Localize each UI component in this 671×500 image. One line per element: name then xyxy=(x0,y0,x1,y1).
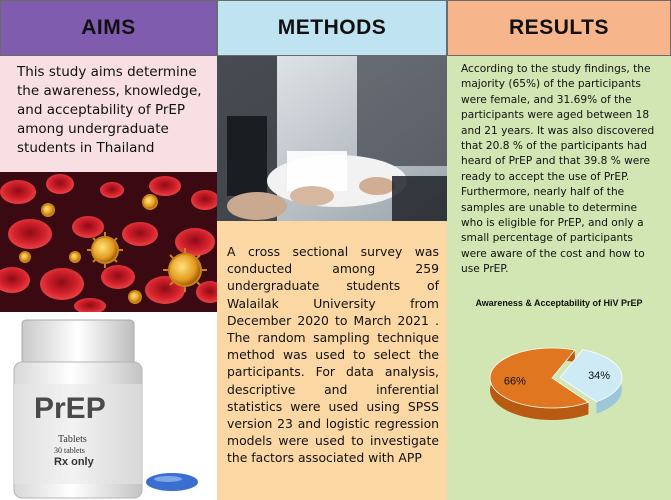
prep-pill-bottle-image xyxy=(0,312,217,500)
pie-slice-label: 34% xyxy=(588,370,611,383)
virus-blood-cells-image xyxy=(0,172,217,312)
methods-heading: METHODS xyxy=(217,0,447,56)
pill-bottle-line2: 30 tablets xyxy=(54,446,85,455)
results-text: According to the study findings, the majority (65%) of the participants were female, and 31.69% of the participants were aged between 18 and 21 years. It was also discovered that 20.8 % of the participants had heard of PrEP and that 39.8 % were ready to accept the use of PrEP. Furthermore, nearly half of the samples are unable to determine who is eligible for PrEP, and only a small percentage of participants were aware of the cost and how to use PrEP. xyxy=(461,63,655,276)
aims-column xyxy=(0,0,217,500)
pie-chart xyxy=(447,330,671,440)
pill-bottle-line1: Tablets xyxy=(58,434,87,445)
chart-title: Awareness & Acceptability of HiV PrEP xyxy=(475,298,643,308)
meeting-photo-image xyxy=(217,56,447,221)
aims-text: This study aims determine the awareness, knowledge, and acceptability of PrEP among undergraduate students in Thailand xyxy=(17,64,202,156)
methods-column xyxy=(217,0,447,500)
aims-heading: AIMS xyxy=(0,0,217,56)
pill-bottle-brand: PrEP xyxy=(34,392,106,425)
methods-text: A cross sectional survey was conducted among 259 undergraduate students of Walailak University from December 2020 to March 2021 . The random sampling technique method was used to select the participants. For data analysis, descriptive and inferential statistics were used using SPSS version 23 and logistic regression models were used to investigate the factors associated with APP xyxy=(227,244,439,466)
results-column xyxy=(447,0,671,500)
results-heading: RESULTS xyxy=(447,0,671,56)
pill-bottle-line3: Rx only xyxy=(54,456,94,468)
pie-slice-label: 66% xyxy=(503,375,526,388)
